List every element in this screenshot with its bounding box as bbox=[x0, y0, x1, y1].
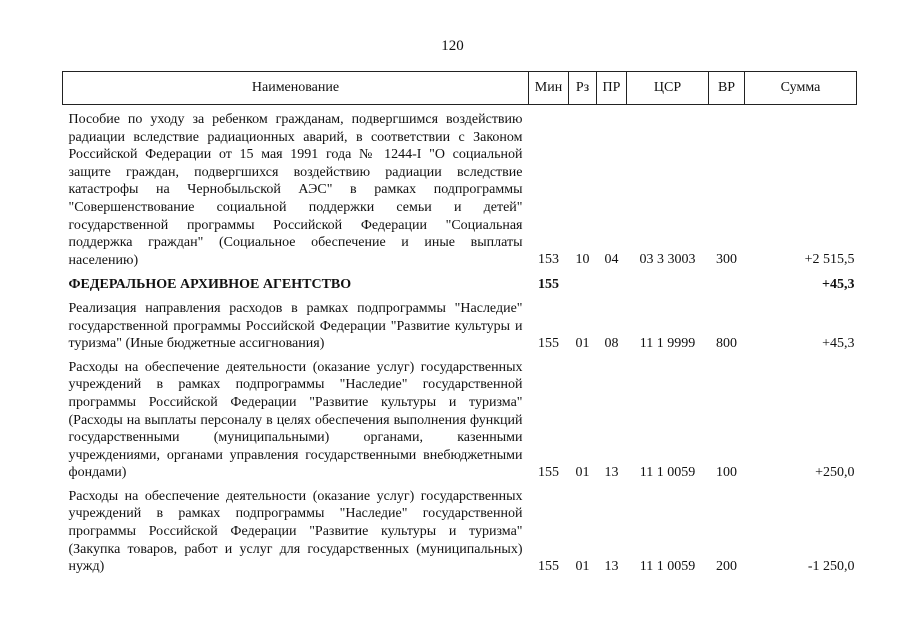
table-row bbox=[63, 482, 857, 576]
table-header-row bbox=[63, 72, 857, 105]
row-name: Расходы на обеспечение деятельности (оказание услуг) государственных учреждений в рамках подпрограммы "Наследие" государственной программы Российской Федерации "Развитие культуры и туризма" (Закупка товаров, работ и услуг для государственных (муниципальных) нужд) bbox=[68, 488, 523, 575]
row-csr: 03 3 3003 bbox=[639, 252, 696, 268]
header-pr: ПР bbox=[597, 72, 627, 105]
row-sum: +45,3 bbox=[822, 335, 855, 351]
row-vr: 800 bbox=[716, 335, 737, 351]
row-vr bbox=[709, 269, 745, 294]
table-row bbox=[63, 105, 857, 270]
row-min: 153 bbox=[538, 252, 559, 268]
row-min: 155 bbox=[538, 558, 559, 574]
row-rz: 10 bbox=[575, 252, 590, 268]
row-rz bbox=[569, 269, 597, 294]
agency-name: ФЕДЕРАЛЬНОЕ АРХИВНОЕ АГЕНТСТВО bbox=[68, 277, 352, 293]
budget-table bbox=[62, 71, 857, 576]
row-vr: 100 bbox=[716, 464, 737, 480]
row-pr: 08 bbox=[604, 335, 619, 351]
header-vr: ВР bbox=[709, 72, 745, 105]
row-pr: 13 bbox=[604, 558, 619, 574]
row-pr: 13 bbox=[604, 464, 619, 480]
table-row bbox=[63, 294, 857, 353]
row-min: 155 bbox=[538, 335, 559, 351]
row-csr: 11 1 0059 bbox=[639, 464, 696, 480]
page-number: 120 bbox=[441, 38, 464, 54]
row-rz: 01 bbox=[575, 558, 590, 574]
row-sum: +45,3 bbox=[822, 276, 855, 292]
row-min: 155 bbox=[538, 276, 559, 292]
row-rz: 01 bbox=[575, 464, 590, 480]
row-vr: 200 bbox=[716, 558, 737, 574]
header-csr: ЦСР bbox=[627, 72, 709, 105]
row-csr: 11 1 9999 bbox=[639, 335, 696, 351]
row-name: Расходы на обеспечение деятельности (оказание услуг) государственных учреждений в рамках подпрограммы "Наследие" государственной программы Российской Федерации "Развитие культуры и туризма" (Расходы на выплаты персоналу в целях обеспечения выполнения функций государственными (муниципальными) органами, казенными учреждениями, органами управления государственными внебюджетными фондами) bbox=[68, 359, 523, 481]
row-sum: +2 515,5 bbox=[804, 252, 855, 268]
row-sum: -1 250,0 bbox=[807, 558, 855, 574]
row-csr bbox=[627, 269, 709, 294]
row-sum: +250,0 bbox=[815, 464, 855, 480]
row-pr bbox=[597, 269, 627, 294]
header-sum: Сумма bbox=[745, 72, 857, 105]
header-name: Наименование bbox=[63, 72, 529, 105]
row-min: 155 bbox=[538, 464, 559, 480]
row-name: Пособие по уходу за ребенком гражданам, подвергшимся воздействию радиации вследствие радиационных аварий, в соответствии с Законом Российской Федерации от 15 мая 1991 года № 1244-I "О социальной защите граждан, подвергшихся воздействию радиации вследствие катастрофы на Чернобыльской АЭС" в рамках подпрограммы "Совершенствование социальной поддержки семьи и детей" государственной программы Российской Федерации "Социальная поддержка граждан" (Социальное обеспечение и иные выплаты населению) bbox=[68, 112, 523, 268]
agency-heading-row bbox=[63, 269, 857, 294]
table-row bbox=[63, 353, 857, 482]
row-rz: 01 bbox=[575, 335, 590, 351]
header-min: Мин bbox=[529, 72, 569, 105]
row-pr: 04 bbox=[604, 252, 619, 268]
row-vr: 300 bbox=[716, 252, 737, 268]
row-csr: 11 1 0059 bbox=[639, 558, 696, 574]
row-name: Реализация направления расходов в рамках подпрограммы "Наследие" государственной программы Российской Федерации "Развитие культуры и туризма" (Иные бюджетные ассигнования) bbox=[68, 300, 523, 352]
header-rz: Рз bbox=[569, 72, 597, 105]
